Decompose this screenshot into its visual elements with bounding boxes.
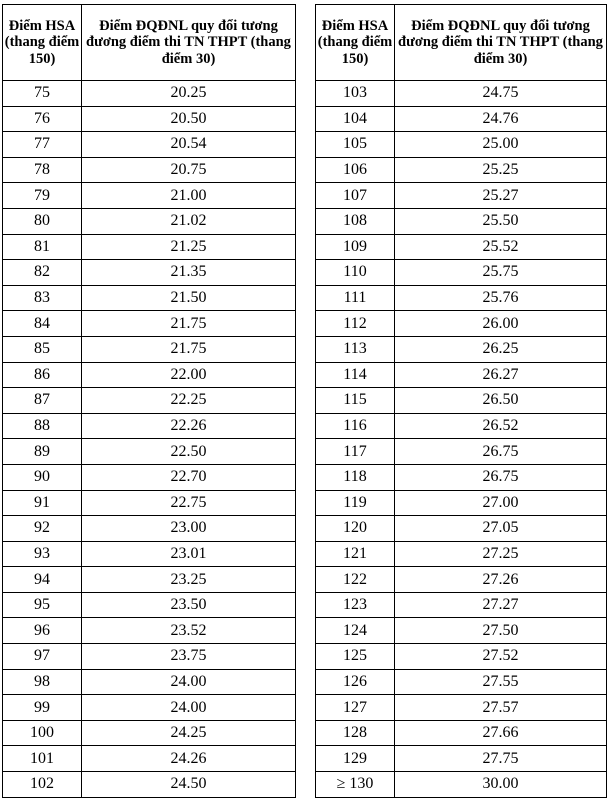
header-row [316, 5, 607, 81]
cell-converted-score: 20.25 [82, 81, 296, 107]
cell-converted-score: 27.05 [395, 516, 607, 542]
cell-hsa-score: 104 [316, 106, 395, 132]
table-row [316, 208, 607, 234]
cell-converted-score: 27.75 [395, 746, 607, 772]
cell-hsa-score: 83 [3, 285, 82, 311]
cell-converted-score: 25.00 [395, 132, 607, 158]
cell-hsa-score: 90 [3, 464, 82, 490]
cell-hsa-score: 95 [3, 592, 82, 618]
cell-converted-score: 23.75 [82, 644, 296, 670]
cell-converted-score: 27.25 [395, 541, 607, 567]
cell-converted-score: 21.75 [82, 336, 296, 362]
table-row [316, 81, 607, 107]
cell-hsa-score: 78 [3, 157, 82, 183]
table-row [316, 720, 607, 746]
table-row [3, 336, 296, 362]
cell-hsa-score: 118 [316, 464, 395, 490]
cell-converted-score: 22.75 [82, 490, 296, 516]
cell-hsa-score: 105 [316, 132, 395, 158]
cell-hsa-score: 123 [316, 592, 395, 618]
table-row [3, 772, 296, 798]
cell-hsa-score: 113 [316, 336, 395, 362]
conversion-table-right [315, 4, 607, 798]
table-row [316, 132, 607, 158]
cell-converted-score: 24.50 [82, 772, 296, 798]
cell-hsa-score: 97 [3, 644, 82, 670]
table-row [3, 720, 296, 746]
cell-converted-score: 27.55 [395, 669, 607, 695]
cell-hsa-score: ≥ 130 [316, 772, 395, 798]
cell-converted-score: 25.75 [395, 260, 607, 286]
cell-hsa-score: 121 [316, 541, 395, 567]
cell-converted-score: 26.27 [395, 362, 607, 388]
table-row [3, 618, 296, 644]
table-row [316, 618, 607, 644]
cell-converted-score: 25.76 [395, 285, 607, 311]
cell-converted-score: 27.52 [395, 644, 607, 670]
cell-hsa-score: 82 [3, 260, 82, 286]
table-row [316, 260, 607, 286]
table-body-right [316, 81, 607, 798]
cell-converted-score: 21.02 [82, 208, 296, 234]
table-row [316, 541, 607, 567]
cell-hsa-score: 122 [316, 567, 395, 593]
cell-converted-score: 22.00 [82, 362, 296, 388]
table-row [3, 413, 296, 439]
cell-hsa-score: 101 [3, 746, 82, 772]
cell-converted-score: 27.27 [395, 592, 607, 618]
header-hsa: Điểm HSA (thang điểm 150) [316, 5, 395, 81]
cell-converted-score: 21.50 [82, 285, 296, 311]
cell-hsa-score: 80 [3, 208, 82, 234]
table-row [3, 669, 296, 695]
cell-converted-score: 21.75 [82, 311, 296, 337]
cell-converted-score: 24.00 [82, 695, 296, 721]
table-row [316, 592, 607, 618]
cell-hsa-score: 124 [316, 618, 395, 644]
cell-hsa-score: 76 [3, 106, 82, 132]
cell-hsa-score: 119 [316, 490, 395, 516]
table-row [3, 234, 296, 260]
cell-converted-score: 26.52 [395, 413, 607, 439]
cell-converted-score: 20.54 [82, 132, 296, 158]
cell-hsa-score: 112 [316, 311, 395, 337]
cell-converted-score: 23.50 [82, 592, 296, 618]
table-row [3, 541, 296, 567]
table-row [3, 311, 296, 337]
cell-converted-score: 26.75 [395, 464, 607, 490]
header-dqdnl: Điểm ĐQĐNL quy đổi tương đương điểm thi TN THPT (thang điểm 30) [395, 5, 607, 81]
cell-converted-score: 22.50 [82, 439, 296, 465]
cell-converted-score: 26.50 [395, 388, 607, 414]
table-row [316, 464, 607, 490]
table-row [316, 669, 607, 695]
cell-hsa-score: 81 [3, 234, 82, 260]
table-row [316, 183, 607, 209]
table-row [3, 388, 296, 414]
cell-hsa-score: 114 [316, 362, 395, 388]
table-row [3, 746, 296, 772]
cell-converted-score: 27.66 [395, 720, 607, 746]
table-row [3, 592, 296, 618]
cell-hsa-score: 129 [316, 746, 395, 772]
cell-hsa-score: 85 [3, 336, 82, 362]
cell-converted-score: 30.00 [395, 772, 607, 798]
cell-hsa-score: 111 [316, 285, 395, 311]
cell-hsa-score: 91 [3, 490, 82, 516]
table-row [3, 516, 296, 542]
cell-converted-score: 21.00 [82, 183, 296, 209]
cell-converted-score: 27.00 [395, 490, 607, 516]
table-row [316, 439, 607, 465]
table-row [3, 132, 296, 158]
table-row [316, 285, 607, 311]
cell-hsa-score: 108 [316, 208, 395, 234]
cell-hsa-score: 100 [3, 720, 82, 746]
table-body-left [3, 81, 296, 798]
cell-hsa-score: 102 [3, 772, 82, 798]
cell-hsa-score: 126 [316, 669, 395, 695]
cell-converted-score: 26.25 [395, 336, 607, 362]
cell-converted-score: 24.26 [82, 746, 296, 772]
cell-hsa-score: 117 [316, 439, 395, 465]
table-row [316, 336, 607, 362]
table-row [316, 490, 607, 516]
cell-hsa-score: 84 [3, 311, 82, 337]
cell-hsa-score: 88 [3, 413, 82, 439]
cell-hsa-score: 125 [316, 644, 395, 670]
table-row [316, 362, 607, 388]
cell-hsa-score: 96 [3, 618, 82, 644]
cell-converted-score: 25.50 [395, 208, 607, 234]
table-row [3, 157, 296, 183]
table-row [3, 464, 296, 490]
table-row [316, 695, 607, 721]
cell-hsa-score: 120 [316, 516, 395, 542]
table-row [316, 644, 607, 670]
cell-hsa-score: 77 [3, 132, 82, 158]
cell-converted-score: 24.25 [82, 720, 296, 746]
cell-hsa-score: 127 [316, 695, 395, 721]
table-row [3, 362, 296, 388]
table-row [3, 567, 296, 593]
table-row [316, 413, 607, 439]
cell-converted-score: 23.25 [82, 567, 296, 593]
header-dqdnl: Điểm ĐQĐNL quy đổi tương đương điểm thi TN THPT (thang điểm 30) [82, 5, 296, 81]
cell-hsa-score: 106 [316, 157, 395, 183]
cell-converted-score: 23.00 [82, 516, 296, 542]
cell-converted-score: 21.35 [82, 260, 296, 286]
table-row [3, 208, 296, 234]
cell-hsa-score: 107 [316, 183, 395, 209]
cell-converted-score: 23.52 [82, 618, 296, 644]
cell-converted-score: 27.50 [395, 618, 607, 644]
table-row [316, 388, 607, 414]
cell-hsa-score: 75 [3, 81, 82, 107]
table-row [3, 81, 296, 107]
table-row [3, 260, 296, 286]
cell-converted-score: 24.76 [395, 106, 607, 132]
header-row [3, 5, 296, 81]
cell-converted-score: 27.57 [395, 695, 607, 721]
cell-hsa-score: 109 [316, 234, 395, 260]
cell-converted-score: 22.26 [82, 413, 296, 439]
cell-hsa-score: 92 [3, 516, 82, 542]
cell-converted-score: 25.52 [395, 234, 607, 260]
header-hsa: Điểm HSA (thang điểm 150) [3, 5, 82, 81]
table-row [3, 285, 296, 311]
cell-converted-score: 20.75 [82, 157, 296, 183]
table-row [316, 746, 607, 772]
cell-hsa-score: 79 [3, 183, 82, 209]
table-row [3, 439, 296, 465]
cell-hsa-score: 103 [316, 81, 395, 107]
cell-converted-score: 23.01 [82, 541, 296, 567]
table-row [316, 772, 607, 798]
cell-hsa-score: 93 [3, 541, 82, 567]
cell-converted-score: 22.25 [82, 388, 296, 414]
cell-converted-score: 25.25 [395, 157, 607, 183]
table-row [3, 183, 296, 209]
cell-converted-score: 24.00 [82, 669, 296, 695]
cell-hsa-score: 99 [3, 695, 82, 721]
cell-converted-score: 21.25 [82, 234, 296, 260]
cell-hsa-score: 89 [3, 439, 82, 465]
table-row [3, 490, 296, 516]
cell-hsa-score: 87 [3, 388, 82, 414]
table-row [316, 106, 607, 132]
cell-hsa-score: 110 [316, 260, 395, 286]
cell-hsa-score: 94 [3, 567, 82, 593]
table-row [316, 311, 607, 337]
conversion-table-left [2, 4, 296, 798]
cell-converted-score: 26.75 [395, 439, 607, 465]
cell-converted-score: 24.75 [395, 81, 607, 107]
cell-hsa-score: 86 [3, 362, 82, 388]
table-row [3, 106, 296, 132]
table-row [316, 516, 607, 542]
cell-hsa-score: 115 [316, 388, 395, 414]
cell-converted-score: 27.26 [395, 567, 607, 593]
cell-hsa-score: 128 [316, 720, 395, 746]
table-row [316, 567, 607, 593]
cell-converted-score: 22.70 [82, 464, 296, 490]
table-row [316, 157, 607, 183]
table-row [316, 234, 607, 260]
cell-converted-score: 26.00 [395, 311, 607, 337]
cell-hsa-score: 98 [3, 669, 82, 695]
cell-converted-score: 25.27 [395, 183, 607, 209]
table-row [3, 695, 296, 721]
cell-hsa-score: 116 [316, 413, 395, 439]
cell-converted-score: 20.50 [82, 106, 296, 132]
table-row [3, 644, 296, 670]
